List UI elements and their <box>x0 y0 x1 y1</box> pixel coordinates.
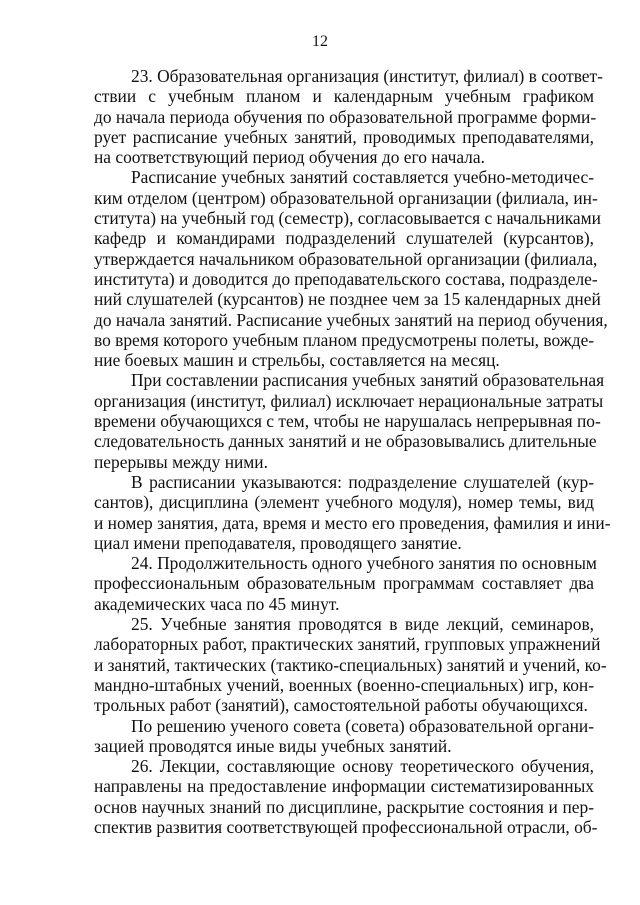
text-line: сантов), дисциплина (элемент учебного модуля), номер темы, вид <box>94 492 594 513</box>
text-line: Расписание учебных занятий составляется учебно-методичес- <box>131 167 594 188</box>
paragraph-schedule <box>94 167 608 371</box>
text-line: 23. Образовательная организация (институт, филиал) в соответ- <box>131 66 603 86</box>
text-line: лабораторных работ, практических занятий, групповых упражнений <box>94 634 601 655</box>
text-line: В расписании указываются: подразделение слушателей (кур- <box>131 471 594 492</box>
text-line: ститута) на учебный год (семестр), согласовывается с начальниками <box>94 208 601 229</box>
paragraph-26 <box>94 756 598 837</box>
text-line: ким отделом (центром) образовательной организации (филиала, ин- <box>94 187 598 208</box>
text-line: времени обучающихся с тем, чтобы не нарушалась непрерывная по- <box>94 411 601 432</box>
text-line: во время которого учебным планом предусмотрены полеты, вожде- <box>94 329 595 350</box>
paragraph-schedule-composition <box>94 370 605 472</box>
text-line: ний слушателей (курсантов) не позднее чем за 15 календарных дней <box>94 289 601 310</box>
text-line: рует расписание учебных занятий, проводимых преподавателями, <box>94 126 594 147</box>
text-line: перерывы между ними. <box>94 451 268 472</box>
text-line: трольных работ (занятий), самостоятельной работы обучающихся. <box>94 695 588 716</box>
text-line: и занятий, тактических (тактико-специальных) занятий и учений, ко- <box>94 654 607 675</box>
text-line: ствии с учебным планом и календарным учебным графиком <box>94 86 594 107</box>
text-line: и номер занятия, дата, время и место его проведения, фамилия и ини- <box>94 512 611 533</box>
text-line: академических часа по 45 минут. <box>94 593 340 614</box>
text-line: При составлении расписания учебных занятий образовательная <box>131 370 605 391</box>
text-line: института) и доводится до преподавательского состава, подразделе- <box>94 268 598 289</box>
paragraph-23 <box>94 66 603 168</box>
document-body <box>94 66 611 837</box>
text-line: утверждается начальником образовательной организации (филиала, <box>94 248 598 269</box>
text-line: По решению ученого совета (совета) образовательной органи- <box>131 715 594 736</box>
text-line: спектив развития соответствующей профессиональной отрасли, об- <box>94 816 598 837</box>
text-line: на соответствующий период обучения до его начала. <box>94 147 485 168</box>
text-line: кафедр и командирами подразделений слушателей (курсантов), <box>94 228 594 249</box>
page-number: 12 <box>312 33 328 50</box>
text-line: основ научных знаний по дисциплине, раскрытие состояния и пер- <box>94 796 594 817</box>
text-line: циал имени преподавателя, проводящего занятие. <box>94 532 462 553</box>
text-line: направлены на предоставление информации систематизированных <box>94 776 594 797</box>
text-line: организация (институт, филиал) исключает нерациональные затраты <box>94 390 604 411</box>
text-line: ние боевых машин и стрельбы, составляется на месяц. <box>94 350 500 371</box>
text-line: профессиональным образовательным программам составляет два <box>94 573 594 594</box>
text-line: 26. Лекции, составляющие основу теоретического обучения, <box>131 756 594 777</box>
text-line: зацией проводятся иные виды учебных занятий. <box>94 735 452 756</box>
text-line: 25. Учебные занятия проводятся в виде лекций, семинаров, <box>131 614 594 635</box>
paragraph-schedule-contents <box>94 471 611 553</box>
paragraph-25 <box>94 614 607 716</box>
paragraph-council-decision <box>94 716 594 757</box>
text-line: 24. Продолжительность одного учебного занятия по основным <box>131 553 597 574</box>
paragraph-24 <box>94 553 597 614</box>
text-line: следовательность данных занятий и не образовывались длительные <box>94 431 597 452</box>
text-line: мандно-штабных учений, военных (военно-специальных) игр, кон- <box>94 674 594 695</box>
text-line: до начала занятий. Расписание учебных занятий на период обучения, <box>94 309 608 330</box>
text-line: до начала периода обучения по образовательной программе форми- <box>94 106 597 127</box>
